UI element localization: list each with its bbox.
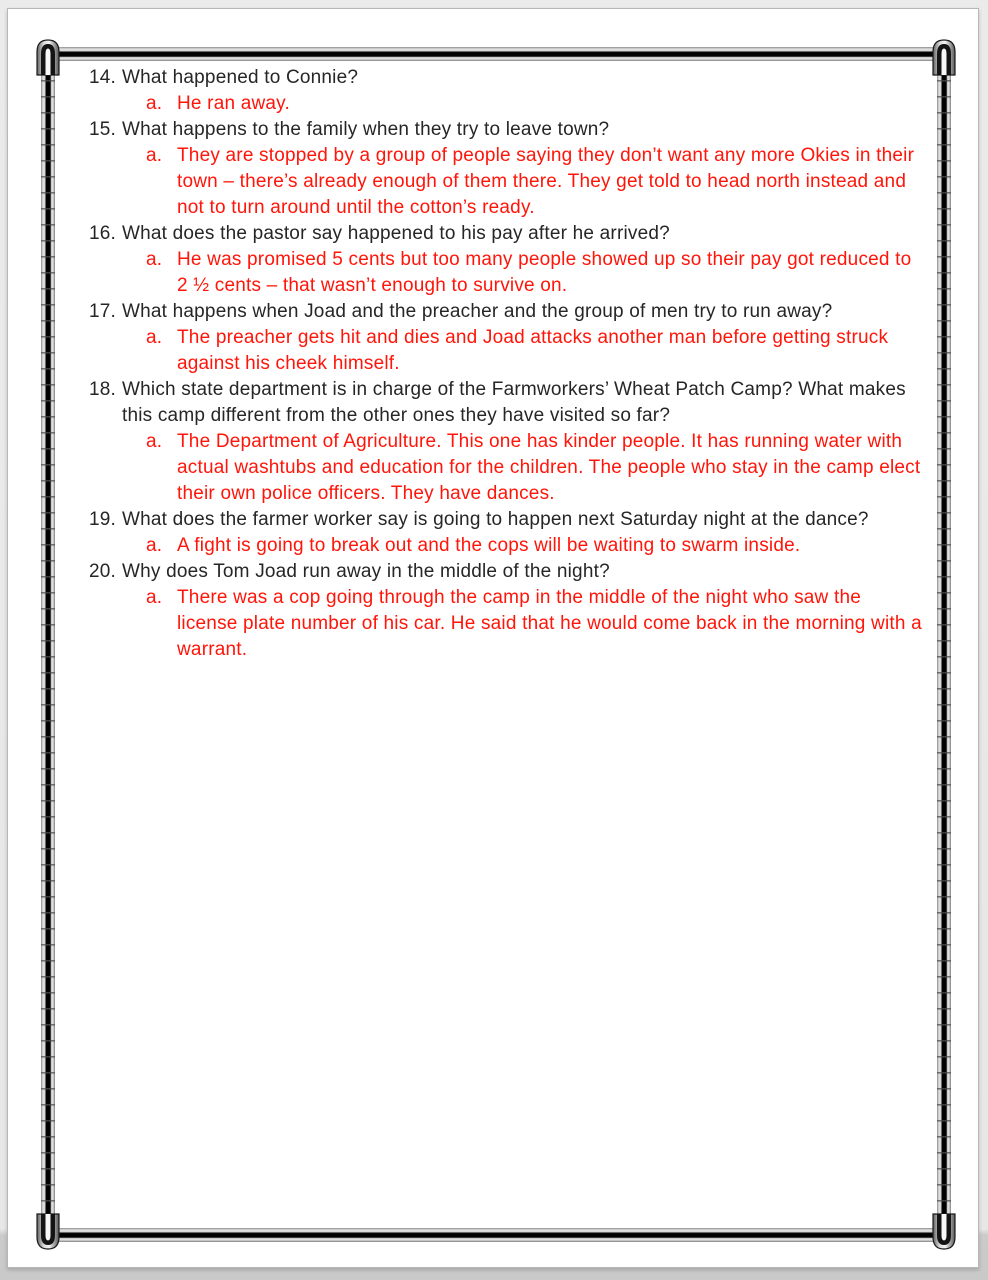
- question-text: What happened to Connie?: [122, 67, 359, 88]
- answer-text: A fight is going to break out and the cops will be waiting to swarm inside.: [177, 535, 801, 556]
- qa-item-15: [89, 117, 923, 221]
- border-top-bar: [57, 47, 934, 61]
- question-row: [89, 65, 923, 91]
- qa-item-17: [89, 299, 923, 377]
- question-number: 20.: [89, 561, 117, 582]
- answer-text: He was promised 5 cents but too many people showed up so their pay got reduced to 2 ½ cents – that wasn’t enough to survive on.: [177, 249, 912, 296]
- question-number: 17.: [89, 301, 117, 322]
- answer-label: a.: [146, 535, 163, 556]
- answer-row: [89, 143, 923, 221]
- answer-label: a.: [146, 145, 163, 166]
- qa-item-18: [89, 377, 923, 507]
- answer-row: [89, 91, 923, 117]
- question-row: [89, 299, 923, 325]
- answer-text: They are stopped by a group of people saying they don’t want any more Okies in their town – there’s already enough of them there. They get told to head north instead and not to turn around until the cotton’s ready.: [177, 145, 915, 218]
- question-text: What does the pastor say happened to his pay after he arrived?: [122, 223, 670, 244]
- question-row: [89, 221, 923, 247]
- question-row: [89, 559, 923, 585]
- question-row: [89, 377, 923, 429]
- question-text: What happens to the family when they try to leave town?: [122, 119, 610, 140]
- border-corner-top-left: [37, 40, 59, 75]
- question-row: [89, 507, 923, 533]
- answer-row: [89, 247, 923, 299]
- qa-item-14: [89, 65, 923, 117]
- qa-list: [89, 65, 923, 663]
- question-number: 19.: [89, 509, 117, 530]
- question-row: [89, 117, 923, 143]
- qa-item-16: [89, 221, 923, 299]
- answer-text: The Department of Agriculture. This one has kinder people. It has running water with actual washtubs and education for the children. The people who stay in the camp elect their own police officers. They have dances.: [177, 431, 921, 504]
- answer-row: [89, 585, 923, 663]
- border-left-bar: [41, 59, 55, 1231]
- answer-label: a.: [146, 249, 163, 270]
- answer-row: [89, 429, 923, 507]
- border-corner-bottom-left: [37, 1214, 59, 1249]
- border-corner-top-right: [933, 40, 955, 75]
- answer-text: The preacher gets hit and dies and Joad attacks another man before getting struck against his cheek himself.: [177, 327, 889, 374]
- answer-label: a.: [146, 327, 163, 348]
- qa-item-20: [89, 559, 923, 663]
- document-page: [7, 8, 979, 1268]
- answer-row: [89, 533, 923, 559]
- qa-item-19: [89, 507, 923, 559]
- answer-row: [89, 325, 923, 377]
- border-bottom-bar: [57, 1228, 934, 1242]
- question-text: Why does Tom Joad run away in the middle of the night?: [122, 561, 610, 582]
- border-corner-bottom-right: [933, 1214, 955, 1249]
- border-right-bar: [937, 59, 951, 1231]
- question-text: What happens when Joad and the preacher and the group of men try to run away?: [122, 301, 833, 322]
- answer-label: a.: [146, 431, 163, 452]
- question-text: What does the farmer worker say is going to happen next Saturday night at the dance?: [122, 509, 869, 530]
- answer-label: a.: [146, 93, 163, 114]
- question-text: Which state department is in charge of the Farmworkers’ Wheat Patch Camp? What makes this camp different from the other ones they have visited so far?: [122, 379, 906, 426]
- answer-text: There was a cop going through the camp in the middle of the night who saw the license plate number of his car. He said that he would come back in the morning with a warrant.: [177, 587, 922, 660]
- question-number: 16.: [89, 223, 117, 244]
- answer-text: He ran away.: [177, 93, 290, 114]
- question-number: 14.: [89, 67, 117, 88]
- question-number: 18.: [89, 379, 117, 400]
- question-number: 15.: [89, 119, 117, 140]
- answer-label: a.: [146, 587, 163, 608]
